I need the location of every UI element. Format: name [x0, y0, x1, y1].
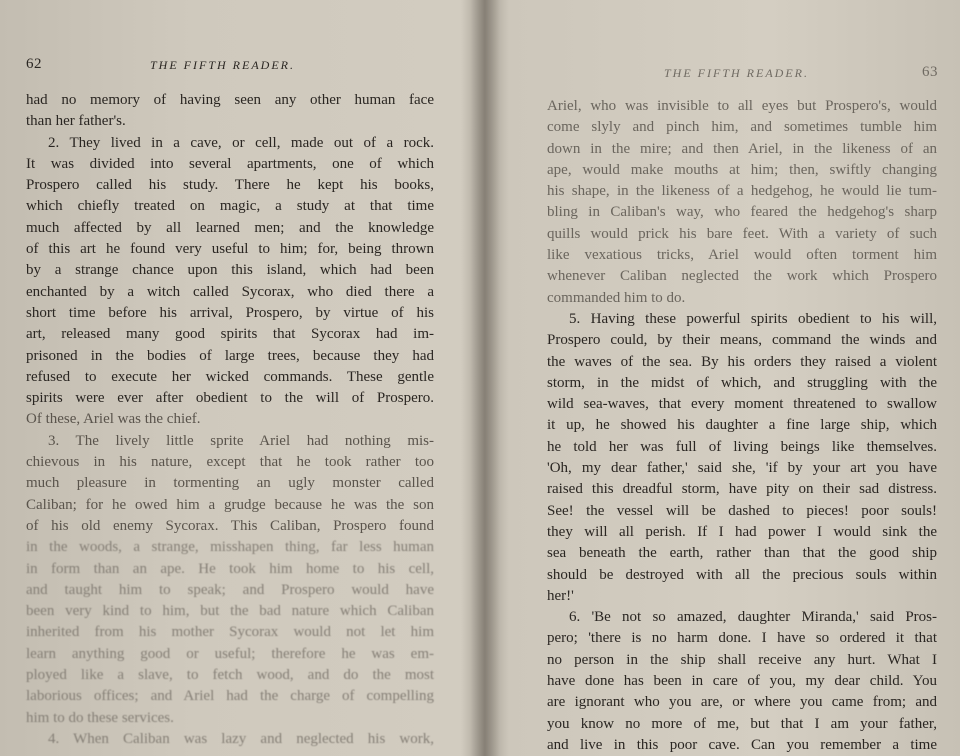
text-line: ape, would make mouths at him; then, swiftly changing — [547, 161, 937, 178]
text-line: refused to execute her wicked commands. These gentle — [26, 368, 434, 385]
text-line: his shape, in the likeness of a hedgehog, he would lie tum- — [547, 183, 937, 200]
text-line: 3. The lively little sprite Ariel had nothing mis- — [48, 432, 434, 449]
text-line: laborious offices; and Ariel had the charge of compelling — [26, 688, 434, 705]
text-line: 4. When Caliban was lazy and neglected his work, — [48, 730, 434, 747]
text-line: wild sea-waves, that every moment threatened to swallow — [547, 396, 937, 413]
text-line: pero; 'there is no harm done. I have so ordered it that — [547, 630, 937, 647]
text-line: chievous in his nature, except that he took rather too — [26, 454, 434, 471]
text-line: been very kind to him, but the bad nature which Caliban — [26, 603, 434, 620]
text-line: storm, in the midst of which, and struggling with the — [547, 374, 937, 391]
right-page — [486, 0, 960, 756]
text-line: should be destroyed with all the precious souls within — [547, 566, 937, 583]
text-line: you know no more of me, but that I am your father, — [547, 715, 937, 732]
text-line: 5. Having these powerful spirits obedient to his will, — [569, 310, 937, 327]
text-line: down in the mire; and then Ariel, in the likeness of an — [547, 140, 937, 157]
text-line: had no memory of having seen any other human face — [26, 92, 434, 108]
text-line: and taught him to speak; and Prospero would have — [26, 581, 434, 598]
text-line: and live in this poor cave. Can you remember a time — [547, 736, 937, 753]
text-line: See! the vessel will be dashed to pieces! poor souls! — [547, 502, 937, 519]
text-line: much pleasure in tormenting an ugly monster called — [26, 475, 434, 492]
text-line: raised this dreadful storm, have pity on their sad distress. — [547, 481, 937, 498]
text-line: Prospero called his study. There he kept his books, — [26, 177, 434, 194]
text-line: sea beneath the earth, rather than that the good ship — [547, 545, 937, 562]
text-line: bling in Caliban's way, who feared the hedgehog's sharp — [547, 204, 937, 221]
text-line: of this art he found very useful to him; for, being thrown — [26, 241, 434, 258]
text-line: it up, he showed his daughter a fine large ship, which — [547, 417, 937, 434]
text-line: much affected by all learned men; and the knowledge — [26, 219, 434, 236]
text-line: of his old enemy Sycorax. This Caliban, Prospero found — [26, 517, 434, 534]
text-line: 'Oh, my dear father,' said she, 'if by your art you have — [547, 460, 937, 477]
text-line: in form than an ape. He took him home to his cell, — [26, 560, 434, 577]
text-line: 2. They lived in a cave, or cell, made out of a rock. — [48, 134, 434, 151]
text-line: in the woods, a strange, misshapen thing, far less human — [26, 539, 434, 556]
text-line: which chiefly treated on magic, a study at that time — [26, 198, 434, 215]
running-head: THE FIFTH READER. — [664, 66, 809, 80]
text-line: like vexatious tricks, Ariel would often torment him — [547, 247, 937, 264]
text-line: Prospero could, by their means, command the winds and — [547, 332, 937, 349]
text-line: art, released many good spirits that Sycorax had im- — [26, 326, 434, 343]
running-head: THE FIFTH READER. — [150, 58, 295, 72]
page-body-text — [547, 96, 937, 756]
text-line: come slyly and pinch him, and sometimes tumble him — [547, 119, 937, 136]
text-line: ployed like a slave, to fetch wood, and do the most — [26, 667, 434, 684]
text-line: by a strange chance upon this island, which had been — [26, 262, 434, 279]
text-line: Ariel, who was invisible to all eyes but Prospero's, would — [547, 98, 937, 114]
text-line: Caliban; for he owed him a grudge because he was the son — [26, 496, 434, 513]
text-line: prisoned in the bodies of large trees, because they had — [26, 347, 434, 364]
text-line: have done has been in care of you, my dear child. You — [547, 673, 937, 690]
text-line: quills would prick his bare feet. With a variety of such — [547, 225, 937, 242]
text-line: whenever Caliban neglected the work which Prospero — [547, 268, 937, 285]
text-line: Of these, Ariel was the chief. — [26, 411, 201, 428]
page-number: 62 — [26, 56, 42, 72]
text-line: the waves of the sea. By his orders they raised a violent — [547, 353, 937, 370]
page-body-text — [26, 90, 434, 750]
text-line: It was divided into several apartments, one of which — [26, 155, 434, 172]
text-line: learn anything good or useful; therefore he was em- — [26, 645, 434, 662]
text-line: commanded him to do. — [547, 289, 686, 306]
text-line: 6. 'Be not so amazed, daughter Miranda,' said Pros- — [569, 609, 937, 626]
text-line: him to do these services. — [26, 709, 174, 726]
text-line: he told her was full of living beings like themselves. — [547, 438, 937, 455]
text-line: enchanted by a witch called Sycorax, who died there a — [26, 283, 434, 300]
text-line: inherited from his mother Sycorax would not let him — [26, 624, 434, 641]
text-line: they will all perish. If I had power I would sink the — [547, 523, 937, 540]
text-line: her!' — [547, 587, 574, 604]
text-line: are ignorant who you are, or where you came from; and — [547, 694, 937, 711]
text-line: than her father's. — [26, 113, 126, 130]
page-number: 63 — [922, 64, 938, 80]
text-line: no person in the ship shall receive any hurt. What I — [547, 651, 937, 668]
text-line: spirits were ever after obedient to the will of Prospero. — [26, 390, 434, 407]
text-line: short time before his arrival, Prospero, by virtue of his — [26, 304, 434, 321]
